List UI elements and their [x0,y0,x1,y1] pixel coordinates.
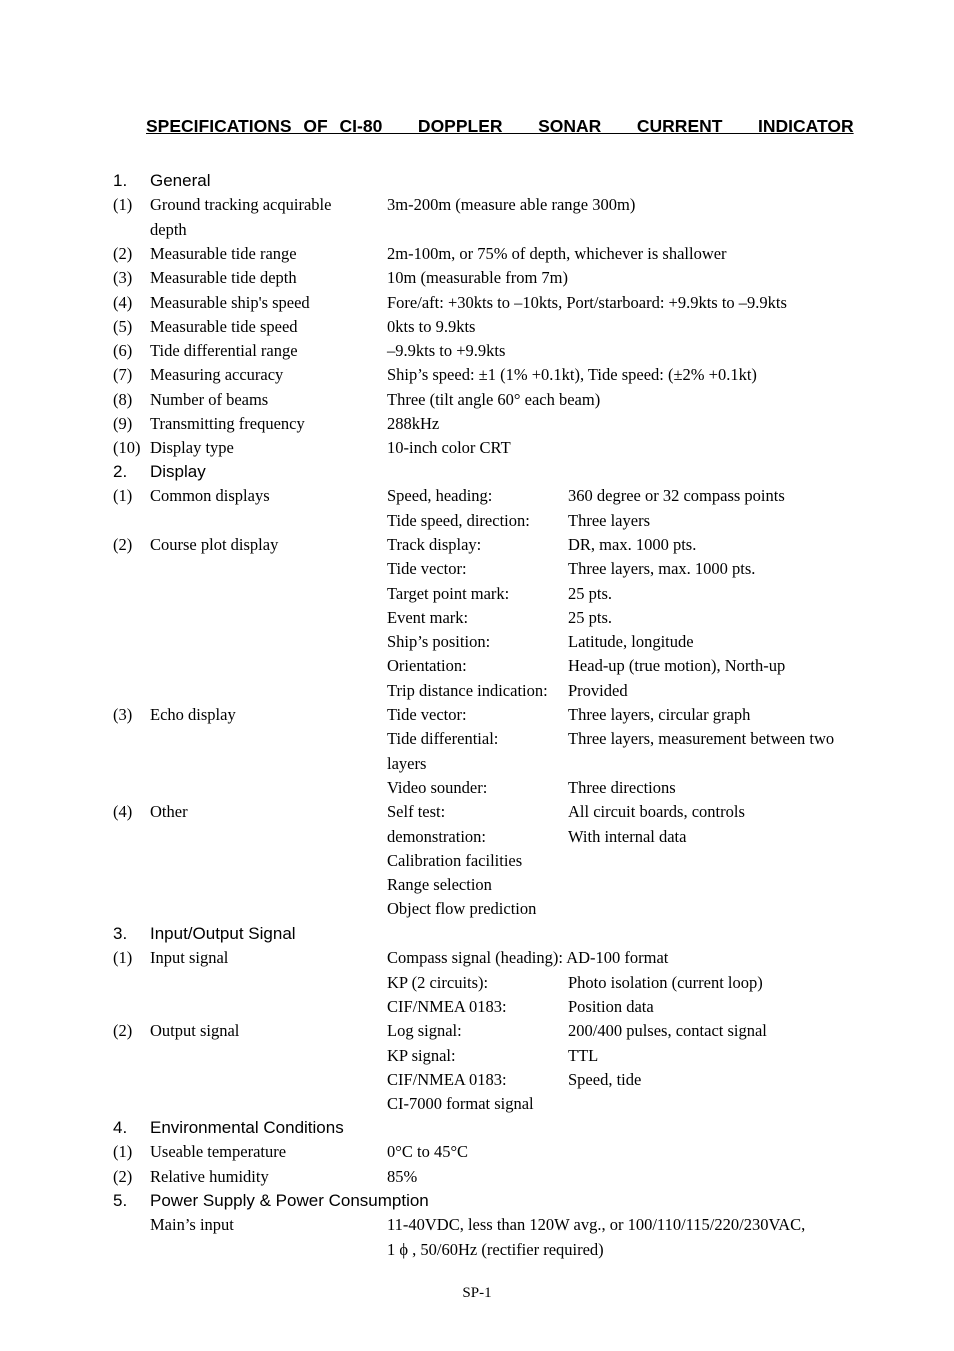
item-label: Common displays [150,486,270,506]
item-value: demonstration: [387,826,486,846]
item-detail: 200/400 pulses, contact signal [568,1021,767,1041]
item-value: Speed, heading: [387,486,493,506]
item-number: (7) [113,365,133,385]
item-value: Three (tilt angle 60° each beam) [387,389,601,409]
item-value: Range selection [387,875,492,895]
item-value: CIF/NMEA 0183: [387,996,507,1016]
item-detail: Position data [568,996,654,1016]
item-value: Calibration facilities [387,850,523,870]
item-detail: Three layers, max. 1000 pts. [568,559,756,579]
item-value: Fore/aft: +30kts to –10kts, Port/starboard: +9.9kts to –9.9kts [387,292,787,312]
section-number: 3. [113,924,128,943]
item-detail: All circuit boards, controls [568,802,745,822]
item-number: (10) [113,438,141,458]
item-value: Video sounder: [387,777,488,797]
item-detail: Provided [568,680,628,700]
item-number: (9) [113,414,133,433]
item-label: Measurable ship's speed [150,292,310,312]
item-label: Course plot display [150,534,279,554]
item-number: (3) [113,705,133,724]
item-number: (3) [113,268,133,288]
item-detail: Speed, tide [568,1069,642,1089]
item-label: Ground tracking acquirable [150,195,332,215]
item-number: (1) [113,948,133,968]
item-detail: DR, max. 1000 pts. [568,534,697,554]
item-number: (5) [113,316,133,336]
item-number: (2) [113,1021,133,1041]
item-label: Tide differential range [150,341,298,361]
item-label: Measurable tide range [150,243,297,263]
item-value: Compass signal (heading): AD-100 format [387,948,669,968]
item-value: Target point mark: [387,583,510,603]
item-label: Measuring accuracy [150,365,284,385]
item-label: Transmitting frequency [150,414,305,433]
item-value: 0°C to 45°C [387,1142,469,1162]
item-label: Measurable tide speed [150,316,298,336]
item-number: (1) [113,486,133,506]
item-label: Measurable tide depth [150,268,297,288]
item-label: Other [150,802,188,822]
item-detail: With internal data [568,826,687,846]
item-label: Useable temperature [150,1142,287,1162]
section-label: Display [150,462,206,481]
item-value: Trip distance indication: [387,680,548,700]
section-label: General [150,171,211,190]
item-number: (2) [113,243,133,263]
item-value: KP (2 circuits): [387,972,489,992]
item-label: Input signal [150,948,229,968]
section-number: 1. [113,171,128,190]
section-number: 2. [113,462,128,481]
item-detail: Three layers, circular graph [568,705,751,724]
item-detail: Three layers, measurement between two [568,729,835,749]
item-value: Tide vector: [387,559,467,579]
item-number: (1) [113,1142,133,1162]
item-number: (4) [113,292,133,312]
item-value: Tide speed, direction: [387,510,530,530]
page-number: SP-1 [462,1285,492,1301]
item-value: 288kHz [387,414,440,433]
item-value: 11-40VDC, less than 120W avg., or 100/110/115/220/230VAC, [387,1215,806,1235]
item-value: 85% [387,1166,418,1186]
item-value: CIF/NMEA 0183: [387,1069,507,1089]
section-label: Power Supply & Power Consumption [150,1191,429,1210]
item-value: Orientation: [387,656,467,676]
item-value: CI-7000 format signal [387,1094,534,1114]
item-value: –9.9kts to +9.9kts [387,341,506,361]
item-label: Main’s input [150,1215,234,1235]
item-value: Ship’s speed: ±1 (1% +0.1kt), Tide speed: (±2% +0.1kt) [387,365,757,385]
item-number: (8) [113,389,133,409]
item-label: Output signal [150,1021,240,1041]
item-label: Echo display [150,705,236,724]
item-detail: Three layers [568,510,650,530]
item-value: Track display: [387,534,482,554]
item-label: depth [150,219,187,239]
item-number: (2) [113,534,133,554]
section-number: 4. [113,1118,128,1137]
item-detail: Three directions [568,777,676,797]
section-label: Environmental Conditions [150,1118,344,1137]
item-value: Log signal: [387,1021,462,1041]
item-label: Display type [150,438,234,458]
item-value: Object flow prediction [387,899,537,919]
item-value: Tide differential: [387,729,499,749]
item-detail: 25 pts. [568,607,613,627]
item-detail: 360 degree or 32 compass points [568,486,785,506]
item-detail: Head-up (true motion), North-up [568,656,786,676]
item-value: 1 ϕ , 50/60Hz (rectifier required) [387,1239,604,1259]
section-label: Input/Output Signal [150,924,296,943]
item-number: (4) [113,802,133,822]
item-value: 0kts to 9.9kts [387,316,476,336]
item-value: layers [387,753,427,773]
item-detail: Latitude, longitude [568,632,694,652]
item-label: Relative humidity [150,1166,269,1186]
item-label: Number of beams [150,389,269,409]
item-detail: TTL [568,1045,599,1065]
item-number: (2) [113,1166,133,1186]
item-number: (6) [113,341,133,361]
item-value: KP signal: [387,1045,456,1065]
item-value: 10m (measurable from 7m) [387,268,568,288]
item-number: (1) [113,195,133,215]
item-value: 2m-100m, or 75% of depth, whichever is shallower [387,243,727,263]
item-detail: Photo isolation (current loop) [568,972,763,992]
section-number: 5. [113,1191,128,1210]
item-value: Self test: [387,802,446,822]
item-value: Ship’s position: [387,632,491,652]
item-detail: 25 pts. [568,583,613,603]
item-value: Event mark: [387,607,469,627]
item-value: 3m-200m (measure able range 300m) [387,195,636,215]
item-value: Tide vector: [387,705,467,724]
item-value: 10-inch color CRT [387,438,511,458]
document-title: SPECIFICATIONS OF CI-80 DOPPLER SONAR CURRENT INDICATOR [146,116,854,136]
